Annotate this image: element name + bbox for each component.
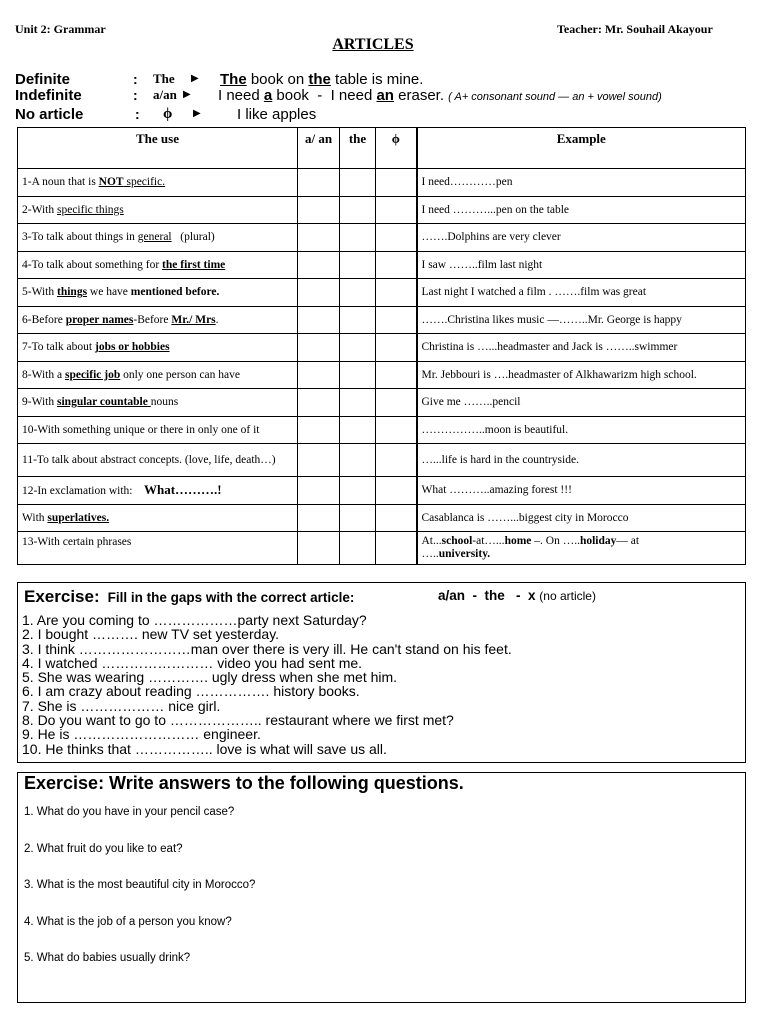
definite-symbol: The [153,71,175,86]
the-answer-cell[interactable] [340,361,376,389]
the-answer-cell[interactable] [340,532,376,565]
a-an-answer-cell[interactable] [298,444,340,477]
teacher-label: Teacher: Mr. Souhail Akayour [557,22,713,36]
use-cell: 9-With singular countable nouns [18,389,298,417]
use-cell: 2-With specific things [18,196,298,224]
use-cell: 7-To talk about jobs or hobbies [18,334,298,362]
article-uses-table [17,127,746,565]
exercise-1-items [22,613,512,756]
indefinite-label: Indefinite [15,87,82,104]
the-answer-cell[interactable] [340,306,376,334]
a-an-answer-cell[interactable] [298,224,340,252]
exercise-fill-gaps [17,582,746,763]
arrow-right-icon: ▶ [193,108,201,119]
the-answer-cell[interactable] [340,279,376,307]
list-item: 6. I am crazy about reading ……………. history books. [22,683,360,700]
table-row [18,279,746,307]
table-row [18,504,746,532]
table-row [18,251,746,279]
col-a-an: a/ an [298,128,340,169]
a-an-answer-cell[interactable] [298,196,340,224]
table-row [18,169,746,197]
phi-answer-cell[interactable] [376,389,417,417]
phi-answer-cell[interactable] [376,444,417,477]
exercise-1-heading: Exercise: Fill in the gaps with the correct article: [24,587,355,606]
list-item: 1. Are you coming to ………………party next Saturday? [22,612,367,628]
example-cell: What ………..amazing forest !!! [417,477,746,505]
exercise-2-heading: Exercise: Write answers to the following questions. [24,773,464,793]
the-answer-cell[interactable] [340,169,376,197]
indefinite-symbol: a/an [153,87,177,102]
example-cell: …...life is hard in the countryside. [417,444,746,477]
page-title: ARTICLES [332,36,414,53]
the-answer-cell[interactable] [340,251,376,279]
question-item: 3. What is the most beautiful city in Morocco? [24,879,256,891]
the-answer-cell[interactable] [340,224,376,252]
example-cell: At...school-at…...home –. On …..holiday— at …..university. [417,532,746,565]
example-cell: Give me ……..pencil [417,389,746,417]
example-cell: Last night I watched a film . …….film was great [417,279,746,307]
list-item: 10. He thinks that …………….. love is what will save us all. [22,740,387,757]
phi-answer-cell[interactable] [376,477,417,505]
use-cell: 8-With a specific job only one person can have [18,361,298,389]
table-row [18,477,746,505]
list-item: 9. He is ……………………… engineer. [22,726,261,743]
table-row [18,389,746,417]
list-item: 2. I bought ………. new TV set yesterday. [22,626,280,643]
use-cell: 12-In exclamation with: What……….! [18,477,298,505]
phi-answer-cell[interactable] [376,224,417,252]
indefinite-example: I need a book - I need an eraser. ( A+ consonant sound — an + vowel sound) [218,87,662,104]
table-row [18,224,746,252]
example-cell: …….Dolphins are very clever [417,224,746,252]
example-cell: ……………..moon is beautiful. [417,416,746,444]
exercise-questions [17,772,746,1003]
use-cell: 13-With certain phrases [18,532,298,565]
col-phi: ϕ [376,128,417,169]
a-an-answer-cell[interactable] [298,504,340,532]
example-cell: I need…………pen [417,169,746,197]
phi-symbol: ϕ [163,106,173,122]
article-options: a/an - the - x (no article) [438,588,596,603]
col-the: the [340,128,376,169]
a-an-answer-cell[interactable] [298,361,340,389]
the-answer-cell[interactable] [340,477,376,505]
use-cell: 5-With things we have mentioned before. [18,279,298,307]
use-cell: 1-A noun that is NOT specific. [18,169,298,197]
example-cell: Mr. Jebbouri is ….headmaster of Alkhawarizm high school. [417,361,746,389]
col-example: Example [417,128,746,169]
the-answer-cell[interactable] [340,389,376,417]
phi-answer-cell[interactable] [376,169,417,197]
question-item: 1. What do you have in your pencil case? [24,806,235,818]
colon: : [135,106,140,122]
a-an-answer-cell[interactable] [298,532,340,565]
example-cell: …….Christina likes music —……..Mr. George is happy [417,306,746,334]
use-cell: 4-To talk about something for the first time [18,251,298,279]
use-cell: 3-To talk about things in general (plural) [18,224,298,252]
question-item: 2. What fruit do you like to eat? [24,843,183,855]
example-cell: Christina is …...headmaster and Jack is ……..swimmer [417,334,746,362]
a-an-answer-cell[interactable] [298,251,340,279]
a-an-answer-cell[interactable] [298,416,340,444]
question-item: 4. What is the job of a person you know? [24,916,232,928]
phi-answer-cell[interactable] [376,251,417,279]
phi-answer-cell[interactable] [376,416,417,444]
list-item: 4. I watched …………………… video you had sent me. [22,654,363,671]
table-row [18,196,746,224]
unit-label: Unit 2: Grammar [15,22,106,36]
list-item: 8. Do you want to go to ……………….. restaurant where we first met? [22,712,454,729]
example-cell: I saw ……..film last night [417,251,746,279]
phi-answer-cell[interactable] [376,504,417,532]
phi-answer-cell[interactable] [376,532,417,565]
definite-example: The book on the table is mine. [220,71,424,88]
the-answer-cell[interactable] [340,196,376,224]
colon: : [133,71,138,87]
use-cell: 10-With something unique or there in only one of it [18,416,298,444]
table-row [18,416,746,444]
example-cell: Casablanca is ……...biggest city in Morocco [417,504,746,532]
a-an-answer-cell[interactable] [298,169,340,197]
table-row [18,306,746,334]
list-item: 7. She is ……………… nice girl. [22,697,221,714]
list-item: 3. I think ……………………man over there is very ill. He can't stand on his feet. [22,640,512,657]
use-cell: 6-Before proper names-Before Mr./ Mrs. [18,306,298,334]
a-an-answer-cell[interactable] [298,389,340,417]
phi-answer-cell[interactable] [376,306,417,334]
table-row [18,361,746,389]
phi-answer-cell[interactable] [376,361,417,389]
the-answer-cell[interactable] [340,504,376,532]
a-an-answer-cell[interactable] [298,477,340,505]
no-article-label: No article [15,106,84,123]
table-header-row [18,128,746,169]
definite-label: Definite [15,71,71,88]
use-cell: 11-To talk about abstract concepts. (love, life, death…) [18,444,298,477]
the-answer-cell[interactable] [340,334,376,362]
colon: : [133,87,138,103]
table-row [18,532,746,565]
use-cell: With superlatives. [18,504,298,532]
the-answer-cell[interactable] [340,444,376,477]
table-row [18,444,746,477]
table-row [18,334,746,362]
question-item: 5. What do babies usually drink? [24,952,191,964]
example-cell: I need ………...pen on the table [417,196,746,224]
a-an-answer-cell[interactable] [298,306,340,334]
no-article-example: I like apples [237,106,317,123]
phi-answer-cell[interactable] [376,334,417,362]
arrow-right-icon: ▶ [183,89,191,100]
phi-answer-cell[interactable] [376,196,417,224]
list-item: 5. She was wearing …………. ugly dress when she met him. [22,669,398,686]
a-an-answer-cell[interactable] [298,279,340,307]
arrow-right-icon: ▶ [191,73,199,84]
the-answer-cell[interactable] [340,416,376,444]
phi-answer-cell[interactable] [376,279,417,307]
col-use: The use [18,128,298,169]
a-an-answer-cell[interactable] [298,334,340,362]
